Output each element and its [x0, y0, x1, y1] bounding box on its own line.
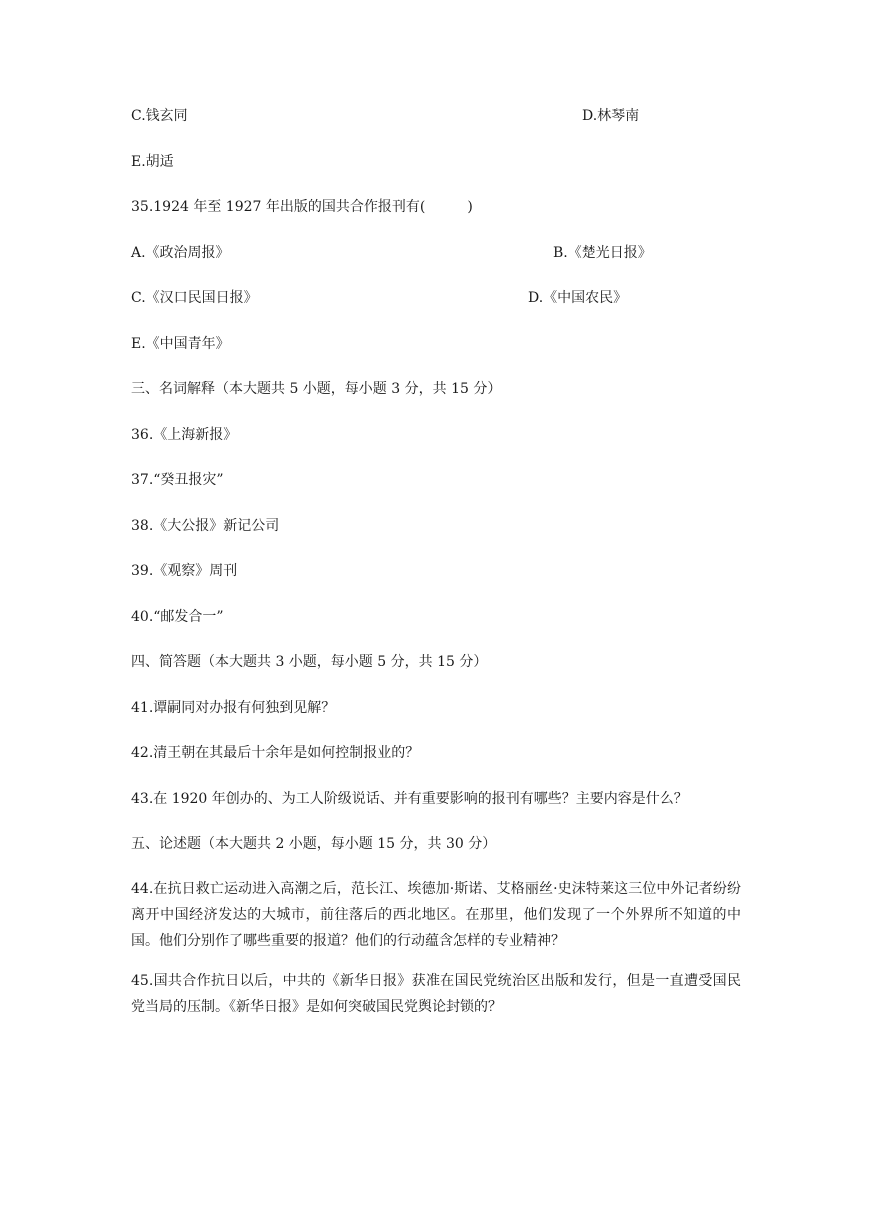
q35-option-d: D.《中国农民》 [528, 290, 628, 306]
q38: 38.《大公报》新记公司 [131, 518, 280, 534]
q35-option-b: B.《楚光日报》 [553, 245, 652, 261]
q39: 39.《观察》周刊 [131, 563, 238, 579]
q34-option-e: E.胡适 [131, 154, 174, 170]
q35-option-a: A.《政治周报》 [131, 245, 230, 261]
q35-option-c: C.《汉口民国日报》 [131, 290, 258, 306]
q36: 36.《上海新报》 [131, 427, 238, 443]
section3-heading: 三、名词解释（本大题共 5 小题，每小题 3 分，共 15 分） [131, 381, 502, 397]
section4-heading: 四、简答题（本大题共 3 小题，每小题 5 分，共 15 分） [131, 654, 488, 670]
section5-heading: 五、论述题（本大题共 2 小题，每小题 15 分，共 30 分） [131, 836, 497, 852]
q41: 41.谭嗣同对办报有何独到见解？ [131, 700, 336, 716]
q35-stem: 35.1924 年至 1927 年出版的国共合作报刊有( ) [131, 199, 473, 215]
q42: 42.清王朝在其最后十余年是如何控制报业的？ [131, 745, 420, 761]
q35-option-e: E.《中国青年》 [131, 336, 230, 352]
q40: 40.“邮发合一” [131, 609, 224, 625]
q34-option-d: D.林琴南 [582, 108, 640, 124]
q43: 43.在 1920 年创办的、为工人阶级说话、并有重要影响的报刊有哪些？主要内容是什么？ [131, 791, 688, 807]
q44: 44.在抗日救亡运动进入高潮之后，范长江、埃德加·斯诺、艾格丽丝·史沫特莱这三位中外记者纷纷离开中国经济发达的大城市，前往落后的西北地区。在那里，他们发现了一个外界所不知道的中国。他们分别作了哪些重要的报道？他们的行动蕴含怎样的专业精神？ [131, 881, 741, 949]
q34-option-c: C.钱玄同 [131, 108, 188, 124]
q37: 37.“癸丑报灾” [131, 472, 224, 488]
q45: 45.国共合作抗日以后，中共的《新华日报》获准在国民党统治区出版和发行，但是一直遭受国民党当局的压制。《新华日报》是如何突破国民党舆论封锁的？ [131, 973, 741, 1015]
